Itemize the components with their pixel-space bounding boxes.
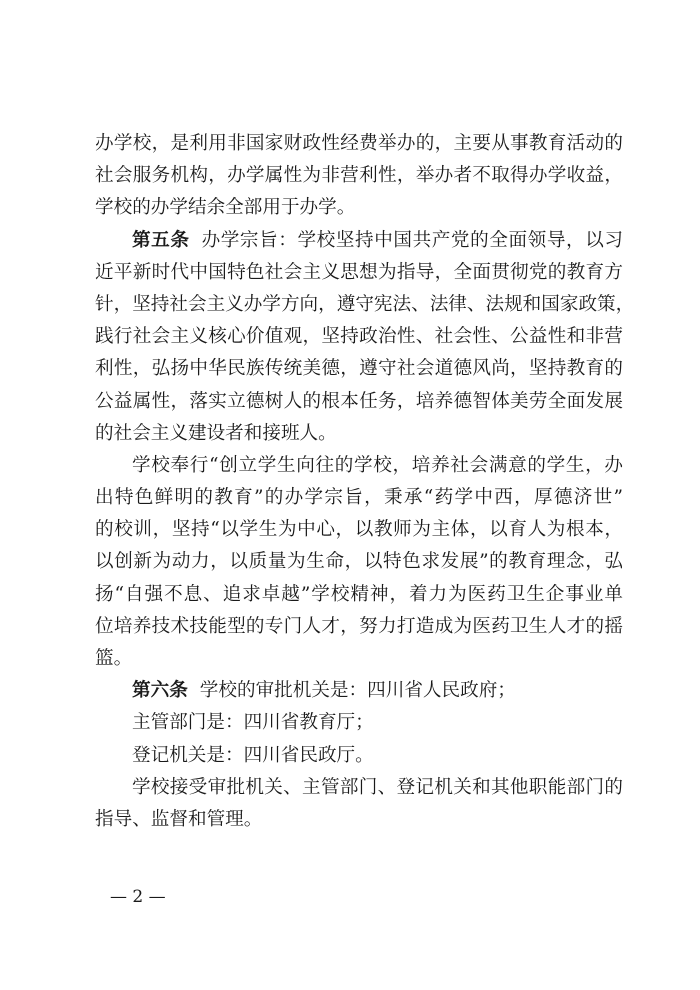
paragraph (95, 707, 623, 739)
text-line-content: 学校的审批机关是：四川省人民政府； (199, 680, 516, 702)
text-line: 以创新为动力，以质量为生命，以特色求发展”的教育理念，弘 (95, 551, 623, 573)
text-line: 践行社会主义核心价值观，坚持政治性、社会性、公益性和非营 (95, 326, 623, 348)
text-line: 指导、监督和管理。 (95, 808, 263, 830)
text-line: 扬“自强不息、追求卓越”学校精神，着力为医药卫生企事业单 (95, 583, 623, 605)
article-heading: 第五条 (132, 229, 190, 251)
text-line: 登记机关是：四川省民政厅。 (132, 744, 374, 766)
text-line: 公益属性，落实立德树人的根本任务，培养德智体美劳全面发展 (95, 390, 623, 412)
text-line (95, 225, 623, 257)
text-line: 主管部门是：四川省教育厅； (132, 712, 374, 734)
text-line: 学校接受审批机关、主管部门、登记机关和其他职能部门的 (132, 776, 623, 798)
text-line: 社会服务机构，办学属性为非营利性，举办者不取得办学收益， (95, 165, 623, 187)
text-line-content: 办学宗旨：学校坚持中国共产党的全面领导，以习 (201, 229, 623, 251)
text-line: 针，坚持社会主义办学方向，遵守宪法、法律、法规和国家政策， (95, 293, 635, 315)
paragraph (95, 128, 623, 225)
text-line: 办学校，是利用非国家财政性经费举办的，主要从事教育活动的 (95, 133, 623, 154)
text-line: 位培养技术技能型的专门人才，努力打造成为医药卫生人才的摇 (95, 615, 623, 637)
text-line: 篮。 (95, 648, 133, 669)
text-line: 学校的办学结余全部用于办学。 (95, 197, 356, 219)
paragraph (95, 740, 623, 772)
text-line: 学校奉行“创立学生向往的学校，培养社会满意的学生，办 (132, 454, 623, 476)
page-number: — 2 — (110, 887, 166, 907)
article-five (95, 225, 635, 450)
text-line: 的社会主义建设者和接班人。 (95, 422, 337, 444)
article-heading: 第六条 (132, 680, 188, 702)
text-line (95, 675, 623, 707)
paragraph (95, 772, 623, 836)
text-line: 近平新时代中国特色社会主义思想为指导，全面贯彻党的教育方 (95, 261, 623, 283)
paragraph (95, 450, 623, 675)
text-line: 出特色鲜明的教育”的办学宗旨，秉承“药学中西，厚德济世” (95, 487, 623, 509)
text-line: 利性，弘扬中华民族传统美德，遵守社会道德风尚，坚持教育的 (95, 358, 623, 380)
article-six (95, 675, 623, 707)
text-line: 的校训，坚持“以学生为中心，以教师为主体，以育人为根本， (95, 519, 623, 541)
document-body (95, 128, 635, 836)
